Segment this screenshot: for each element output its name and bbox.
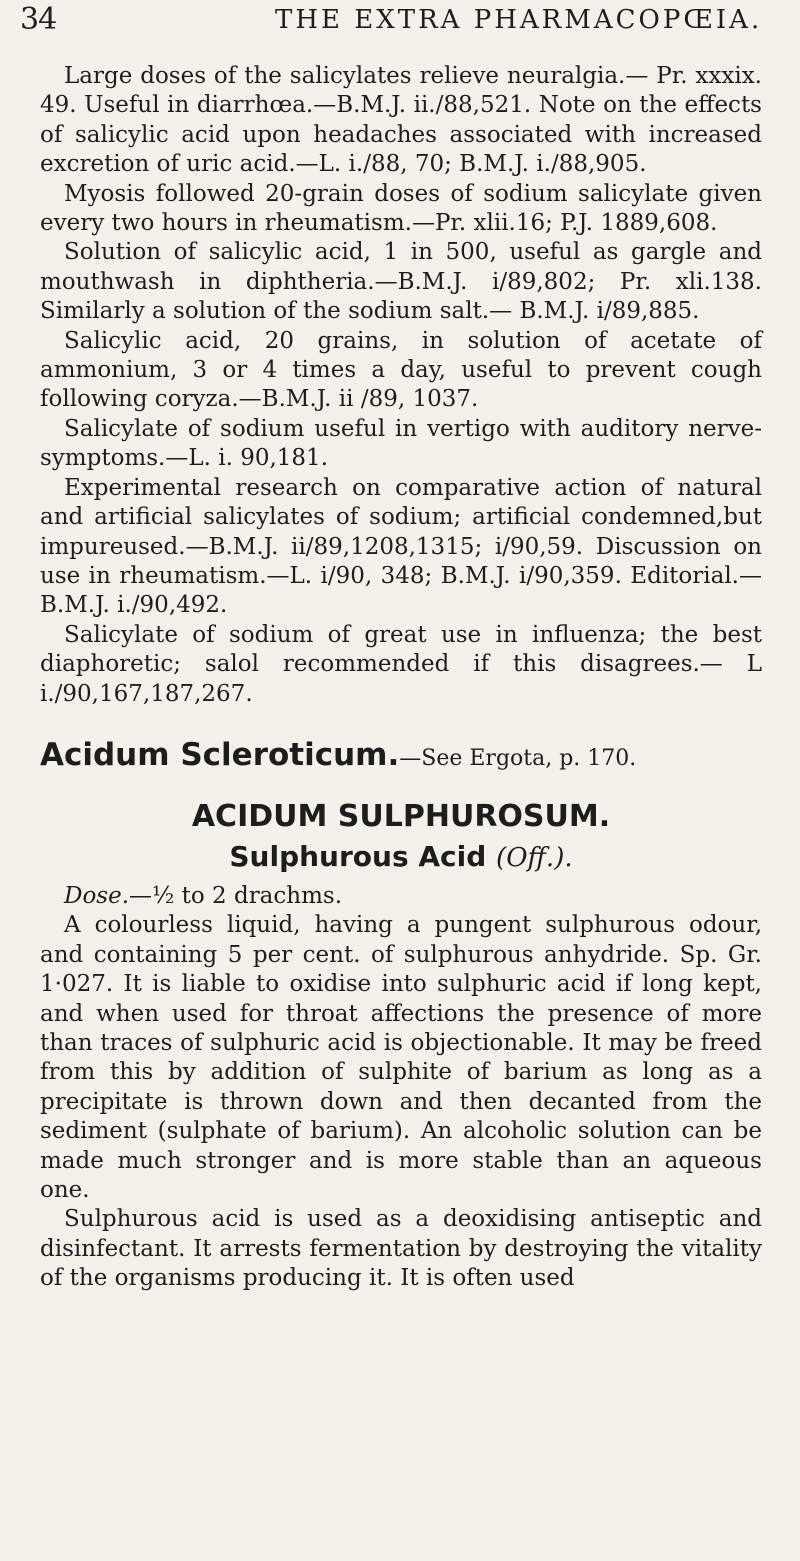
dose-text: —½ to 2 drachms. xyxy=(129,882,343,909)
paragraph: Salicylate of sodium of great use in influenza; the best diaphoretic; salol recommended if this disagrees.— L i./90,167,187,267. xyxy=(40,621,762,707)
section-title: Acidum Scleroticum. xyxy=(40,736,400,773)
dose-label: Dose. xyxy=(64,882,130,909)
section-heading-acidum-scleroticum xyxy=(40,737,762,777)
paragraph: Solution of salicylic acid, 1 in 500, useful as gargle and mouthwash in diphtheria.—B.M.J. i/89,802; Pr. xli.138. Similarly a solution of the sodium salt.— B.M.J. i/89,885. xyxy=(40,239,762,325)
paragraph: Salicylic acid, 20 grains, in solution of acetate of ammonium, 3 or 4 times a day, useful to prevent cough following coryza.—B.M.J. ii /89, 1037. xyxy=(40,327,762,413)
drug-title: ACIDUM SULPHUROSUM. xyxy=(191,798,611,834)
paragraph: A colourless liquid, having a pungent sulphurous odour, and containing 5 per cent. of sulphurous anhydride. Sp. Gr. 1·027. It is liable to oxidise into sulphuric acid if long kept, and when used for throat affections the presence of more than traces of sulphuric acid is objectionable. It may be freed from this by addition of sulphite of barium as long as a precipitate is thrown down and then decanted from the sediment (sulphate of barium). An alcoholic solution can be made much stronger and is more stable than an aqueous one. xyxy=(40,912,762,1203)
text-column xyxy=(40,62,762,1294)
paragraph: Large doses of the salicylates relieve neuralgia.— Pr. xxxix. 49. Useful in diarrhœa.—B.M.J. ii./88,521. Note on the effects of salicylic acid upon headaches associated with increased excretion of uric acid.—L. i./88, 70; B.M.J. i./88,905. xyxy=(40,63,762,178)
page-number: 34 xyxy=(20,2,57,37)
paragraph: Salicylate of sodium useful in vertigo with auditory nerve-symptoms.—L. i. 90,181. xyxy=(40,415,762,472)
official-mark: (Off.). xyxy=(496,842,573,873)
paragraph: Sulphurous acid is used as a deoxidising antiseptic and disinfectant. It arrests fermentation by destroying the vitality of the organisms producing it. It is often used xyxy=(40,1206,762,1292)
paragraph: Experimental research on comparative action of natural and artificial salicylates of sodium; artificial condemned,but impureused.—B.M.J. ii/89,1208,1315; i/90,59. Discussion on use in rheumatism.—L. i/90, 348; B.M.J. i/90,359. Editorial.—B.M.J. i./90,492. xyxy=(40,474,762,619)
dose-line xyxy=(40,882,762,911)
cross-reference: —See Ergota, p. 170. xyxy=(399,745,637,771)
drug-common-name: Sulphurous Acid xyxy=(229,839,487,873)
page-header xyxy=(20,2,780,42)
paragraph: Myosis followed 20-grain doses of sodium salicylate given every two hours in rheumatism.—Pr. xlii.16; P.J. 1889,608. xyxy=(40,180,762,237)
drug-subtitle xyxy=(40,837,762,878)
running-title: THE EXTRA PHARMACOPŒIA. xyxy=(275,5,763,35)
